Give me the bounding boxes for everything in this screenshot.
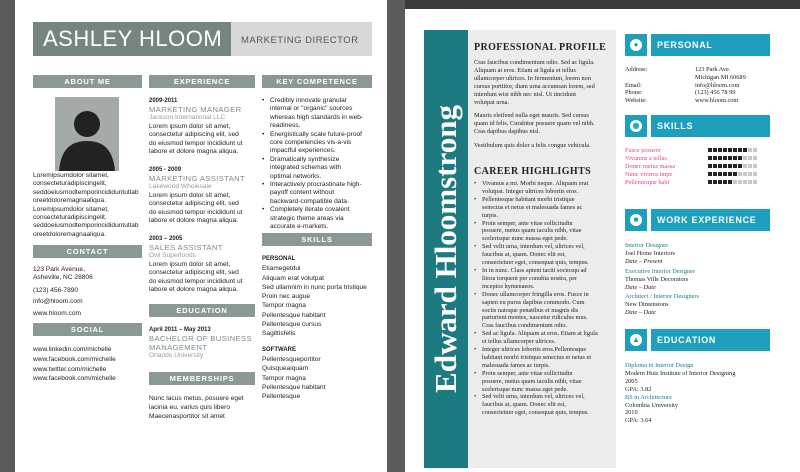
rating-dot <box>733 156 737 160</box>
work-section-header: ■ WORK EXPERIENCE <box>625 209 770 231</box>
list-item: • Pellentesque habitant morbi tristique senectus et netus et malesuada fames ac turpis. <box>474 196 616 220</box>
rating-dot <box>743 156 747 160</box>
rating-dot <box>723 164 727 168</box>
experience-header: EXPERIENCE <box>149 75 255 88</box>
memberships-text: Nunc lacus metus, posuere eget lacinia eu, varius quis libero Maecenasportitor sit amet <box>149 395 244 420</box>
list-item: • Donec ullamcorper fringilla eros. Fusce in sapien eu purus dapibus commodo. Cum sociis natoque penatibus et magnis dis parturient montes, nascetur ridiculus mus. Cras faucibus condimentum odio. <box>474 291 616 331</box>
rating-dot <box>718 148 722 152</box>
resume-edward <box>405 0 800 472</box>
work-list: Interior Designer Joel Home Interiors Date – Present Executive Interior Designer Thomas Ville Decorators Date – Date Architect / Interior Designers New Dimensions Date – Date <box>625 242 699 317</box>
list-item: • Sed ac ligula. Aliquam at eros. Etiam at ligula et tellus ullamcorper ultrices. <box>474 330 616 346</box>
rating-dot <box>733 180 737 184</box>
rating-dot <box>743 148 747 152</box>
job-entry: 2005 - 2009 MARKETING ASSISTANT Lakewood Wholesale Lorem ipsum dolor sit amet, consectetur adipiscing elit, sed do eiusmod tempor incididunt ut labore et dolore magna aliqua. <box>149 167 246 225</box>
personal-section-header: ● PERSONAL <box>625 34 770 56</box>
rating-dot <box>708 156 712 160</box>
highlights-title: CAREER HIGHLIGHTS <box>474 166 592 177</box>
skill-rating-row <box>708 148 758 156</box>
list-item: • Integer ultrices lobortis eros.Pellentesque habitant morbi tristique senectus et netus et malesuada fames ac turpis. <box>474 346 616 370</box>
education-entry: April 2011 – May 2013 BACHELOR OF BUSINESS MANAGEMENT Orlando University <box>149 327 252 360</box>
rating-dot <box>748 148 752 152</box>
skills-names: Fusce posuere Vivamus a tellus Donec metus massa Nunc viverra impe Pellentesque habi <box>625 147 676 186</box>
list-item: • Interactively procrastinate high- payoff content without backward-compatible data. <box>262 181 374 206</box>
skill-rating-row <box>708 172 758 180</box>
education-list: Diploma in Interior Design Modern Huts Institute of Interior Designing 2005 GPA: 3.82 BS in Architecture Colombia University 2010 GPA: 3.64 <box>625 362 736 425</box>
rating-dot <box>723 156 727 160</box>
rating-dot <box>728 156 732 160</box>
about-header: ABOUT ME <box>33 75 142 88</box>
list-item: • Energistically scale future-proof core competencies vis-a-vis impactful experiences. <box>262 131 374 156</box>
education-header: EDUCATION <box>149 304 255 317</box>
list-item: • Sed velit urna, interdum vel, ultrices vel, faucibus at, quam. Donec elit est, consectetuer eget, consequat quis, tempus. <box>474 393 616 417</box>
list-item: • Vivamus a mi. Morbi neque. Aliquam erat volutpat. Integer ultrices lobortis eros. <box>474 180 616 196</box>
rating-dot <box>718 180 722 184</box>
rating-dot <box>713 180 717 184</box>
rating-dot <box>728 172 732 176</box>
rating-dot <box>718 164 722 168</box>
rating-dot <box>743 172 747 176</box>
rating-dot <box>723 172 727 176</box>
email-link[interactable]: info@hloom.com <box>695 81 740 89</box>
rating-dot <box>753 172 757 176</box>
rating-dot <box>738 180 742 184</box>
website-link[interactable]: www.hloom.com <box>695 97 739 105</box>
profile-title: PROFESSIONAL PROFILE <box>474 42 607 53</box>
social-links <box>33 345 145 384</box>
memberships-header: MEMBERSHIPS <box>149 372 255 385</box>
rating-dot <box>738 156 742 160</box>
list-item: • Proin semper, ante vitae sollicitudin posuere, metus quam iaculis nibh, vitae scelerisque nunc massa eget pede. <box>474 370 616 394</box>
social-link[interactable]: www.linkedin.com/michelle <box>33 346 112 353</box>
rating-dot <box>718 156 722 160</box>
social-link[interactable]: www.twitter.com/michelle <box>33 365 107 373</box>
social-link[interactable]: www.facebook.com/michelle <box>33 375 116 383</box>
rating-dot <box>728 148 732 152</box>
social-header: SOCIAL <box>33 323 142 336</box>
person-silhouette-icon <box>55 97 119 171</box>
contact-header: CONTACT <box>33 245 142 258</box>
rating-dot <box>738 172 742 176</box>
rating-dot <box>753 180 757 184</box>
skill-rating-row <box>708 180 758 188</box>
skill-rating <box>708 148 758 188</box>
list-item: • In in nunc. Class aptent taciti sociosqu ad litora torquent per conubia nostra, per inceptos hymenaeos. <box>474 267 616 291</box>
rating-dot <box>728 164 732 168</box>
list-item: • Credibly innovate granular internal or "organic" sources whereas high standards in web- readiness. <box>262 97 374 131</box>
rating-dot <box>723 148 727 152</box>
rating-dot <box>748 164 752 168</box>
rating-dot <box>733 172 737 176</box>
competence-header: KEY COMPETENCE <box>262 75 372 88</box>
rating-dot <box>748 172 752 176</box>
education-section-header: ▲ EDUCATION <box>625 329 770 351</box>
resume-name: ASHLEY HLOOM <box>33 22 231 56</box>
rating-dot <box>733 164 737 168</box>
rating-dot <box>748 156 752 160</box>
contact-info: 123 Park Avenue, Asheville, NC 28806 (123) 456-7890 info@hloom.com www.hloom.com <box>33 266 93 317</box>
rating-dot <box>748 180 752 184</box>
job-entry: 2009-2011 MARKETING MANAGER Jackson International LLC Lorem ipsum dolor sit amet, consectetur adipiscing elit, sed do eiusmod tempor incididunt ut labore et dolore magna aliqua. <box>149 98 243 156</box>
about-text: Loremipsumdolor sitamet, consecteturadipiscingelit, seddoeiusmodtemporincididuntutlab oreetdoloremagnaaliqua. Loremipsumdolor sitamet, consecteturadipiscingelit, seddoeiusmodtemporincididuntutlab oreetdoloremagnaaliqua. <box>33 172 139 238</box>
rating-dot <box>708 172 712 176</box>
graduation-cap-icon: ▲ <box>630 334 642 346</box>
skill-rating-row <box>708 156 758 164</box>
personal-table: Address: 123 Park Ave. Michigan MI 60689 Email: info@hloom.com Phone: (123) 456 78 99 Website: www.hloom.com <box>625 66 775 105</box>
competence-list <box>262 97 374 232</box>
rating-dot <box>708 180 712 184</box>
rating-dot <box>708 148 712 152</box>
top-bar <box>405 0 800 9</box>
rating-dot <box>713 156 717 160</box>
rating-dot <box>728 180 732 184</box>
job-entry: 2003 – 2005 SALES ASSISTANT Owl Superfoods Lorem ipsum dolor sit amet, consectetur adipiscing elit, sed do eiusmod tempor incididunt ut labore et dolore magna aliqua. <box>149 236 243 294</box>
skills-section-header: ◉ SKILLS <box>625 115 770 137</box>
rating-dot <box>753 148 757 152</box>
profile-text: Cras faucibus condimentum odio. Sed ac ligula. Aliquam at eros. Etiam at ligula et tellus ullamcorper ultrices. In fermentum, lorem non cursus porttitor, diam urna accumsan lorem, sed interdum wisi nibh nec nisl. Ut tincidunt volutpat urna. Mauris eleifend nulla eget mauris. Sed cursus quam id felis. Curabitur posuere quam vel nibh. Cras dapibus dapibus nisl. Vestibulum quis dolor a felis congue vehicula. <box>474 59 595 150</box>
list-item: • Proin semper, ante vitae sollicitudin posuere, metus quam iaculis nibh, vitae scelerisque nunc massa eget pede. <box>474 220 616 244</box>
skills-header: SKILLS <box>262 233 372 246</box>
resume-job-title: MARKETING DIRECTOR <box>231 22 372 56</box>
rating-dot <box>753 164 757 168</box>
resume-name: Edward Hloomstrong <box>428 105 463 393</box>
rating-dot <box>733 148 737 152</box>
skills-list: PERSONAL Etiamegetdui Aliquam erat volutpat Sed ullamnim in nunc porta tristique Proin nec augue Tempor magna Pellentesque habitant Pellentesque cursus Sagittisfelis SOFTWARE Pellentesqueportitor Quisqueaiquam Tempor magna Pellentesque habitant Pellentesque <box>262 256 367 401</box>
rating-dot <box>743 180 747 184</box>
rating-dot <box>743 164 747 168</box>
highlights-list <box>474 180 616 417</box>
list-item: • Sed velit urna, interdum vel, ultrices vel, faucibus at, quam. Donec elit est, consectetuer eget, consequat quis, tempus. <box>474 243 616 267</box>
rating-dot <box>723 180 727 184</box>
social-link[interactable]: www.facebook.com/michelle <box>33 355 116 363</box>
person-icon: ● <box>630 39 642 51</box>
rating-dot <box>718 172 722 176</box>
rating-dot <box>738 164 742 168</box>
list-item: • Completely iterate covalent strategic theme areas via accurate e-markets. <box>262 206 374 231</box>
profile-photo <box>55 97 119 171</box>
briefcase-icon: ■ <box>630 214 642 226</box>
skill-rating-row <box>708 164 758 172</box>
resume-ashley <box>15 0 387 472</box>
rating-dot <box>713 172 717 176</box>
rating-dot <box>708 164 712 168</box>
list-item: • Dramatically synthesize integrated schemas with optimal networks. <box>262 156 374 181</box>
rating-dot <box>713 148 717 152</box>
rating-dot <box>738 148 742 152</box>
rating-dot <box>753 156 757 160</box>
camera-icon: ◉ <box>630 120 642 132</box>
rating-dot <box>713 164 717 168</box>
